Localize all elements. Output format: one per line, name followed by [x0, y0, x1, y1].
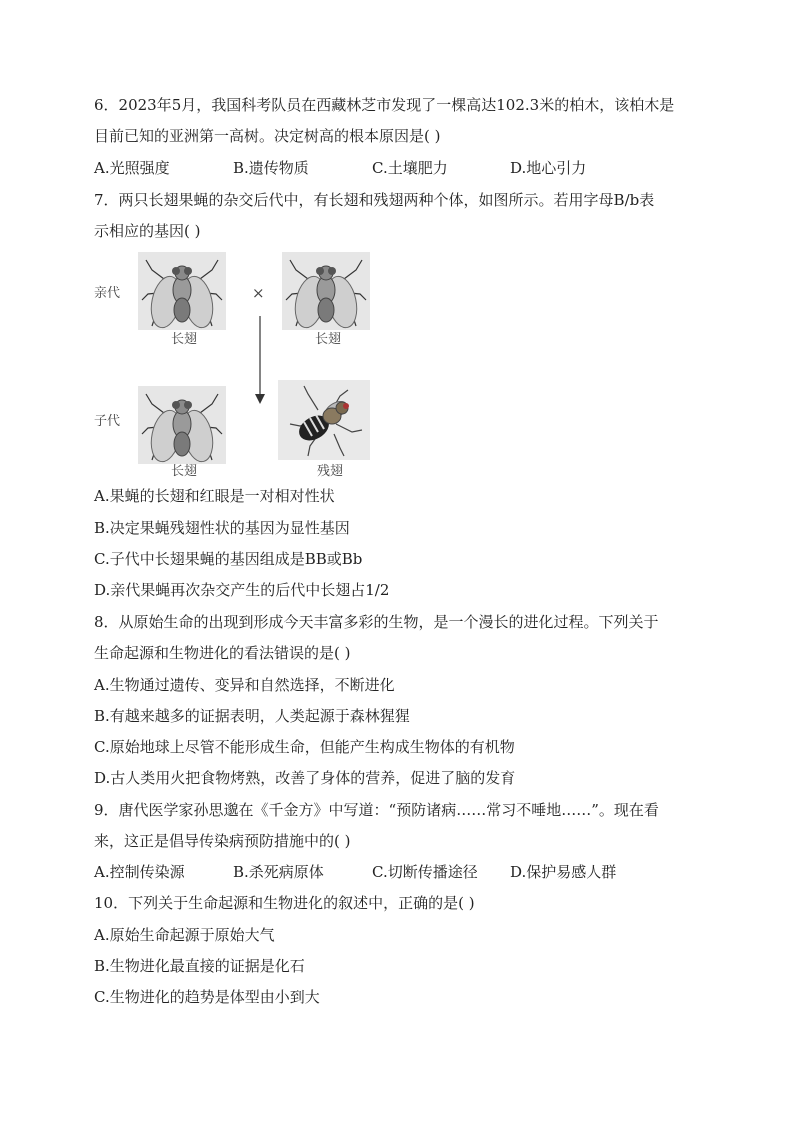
cross-symbol: ×	[252, 284, 265, 302]
q10-option-a: A.原始生命起源于原始大气	[94, 926, 275, 944]
offspring-generation-label: 子代	[94, 414, 121, 429]
parent-fly-left-image	[138, 252, 226, 330]
parent-right-label: 长翅	[315, 332, 342, 347]
q9-option-d: D.保护易感人群	[510, 863, 617, 881]
q9-option-b: B.杀死病原体	[233, 863, 324, 881]
q8-text-line-2: 生命起源和生物进化的看法错误的是( )	[94, 644, 351, 662]
q6-text-line-2: 目前已知的亚洲第一高树。决定树高的根本原因是( )	[94, 127, 441, 145]
q7-text-line-2: 示相应的基因( )	[94, 222, 201, 240]
q8-option-b: B.有越来越多的证据表明，人类起源于森林猩猩	[94, 707, 410, 725]
q9-text-line-1: 9．唐代医学家孙思邈在《千金方》中写道：“预防诸病……常习不唾地……”。现在看	[94, 801, 659, 819]
parent-fly-right-image	[282, 252, 370, 330]
q7-option-d: D.亲代果蝇再次杂交产生的后代中长翅占1/2	[94, 581, 390, 599]
q9-option-c: C.切断传播途径	[372, 863, 478, 881]
q8-option-c: C.原始地球上尽管不能形成生命，但能产生构成生物体的有机物	[94, 738, 515, 756]
q7-option-c: C.子代中长翅果蝇的基因组成是BB或Bb	[94, 550, 363, 568]
q9-text-line-2: 来，这正是倡导传染病预防措施中的( )	[94, 832, 351, 850]
q8-option-d: D.古人类用火把食物烤熟，改善了身体的营养，促进了脑的发育	[94, 769, 516, 787]
offspring-fly-long-wing-image	[138, 386, 226, 464]
q9-option-a: A.控制传染源	[94, 863, 185, 881]
q6-option-a: A.光照强度	[94, 159, 170, 177]
parent-generation-label: 亲代	[94, 286, 121, 301]
q6-option-d: D.地心引力	[510, 159, 587, 177]
q10-option-c: C.生物进化的趋势是体型由小到大	[94, 988, 320, 1006]
fruit-fly-cross-figure	[94, 252, 394, 480]
q7-option-a: A.果蝇的长翅和红眼是一对相对性状	[94, 487, 335, 505]
q6-option-c: C.土壤肥力	[372, 159, 448, 177]
offspring-fly-short-wing-image	[278, 380, 370, 460]
child-left-label: 长翅	[171, 464, 198, 479]
q8-option-a: A.生物通过遗传、变异和自然选择，不断进化	[94, 676, 395, 694]
parent-left-label: 长翅	[171, 332, 198, 347]
q8-text-line-1: 8．从原始生命的出现到形成今天丰富多彩的生物，是一个漫长的进化过程。下列关于	[94, 613, 659, 631]
down-arrow-icon	[252, 316, 268, 406]
child-right-label: 残翅	[317, 464, 344, 479]
q6-option-b: B.遗传物质	[233, 159, 309, 177]
q7-option-b: B.决定果蝇残翅性状的基因为显性基因	[94, 519, 350, 537]
q10-text-line-1: 10．下列关于生命起源和生物进化的叙述中，正确的是( )	[94, 894, 475, 912]
q6-text-line-1: 6．2023年5月，我国科考队员在西藏林芝市发现了一棵高达102.3米的柏木，该柏木是	[94, 96, 675, 114]
q7-text-line-1: 7．两只长翅果蝇的杂交后代中，有长翅和残翅两种个体，如图所示。若用字母B/b表	[94, 191, 655, 209]
q10-option-b: B.生物进化最直接的证据是化石	[94, 957, 305, 975]
